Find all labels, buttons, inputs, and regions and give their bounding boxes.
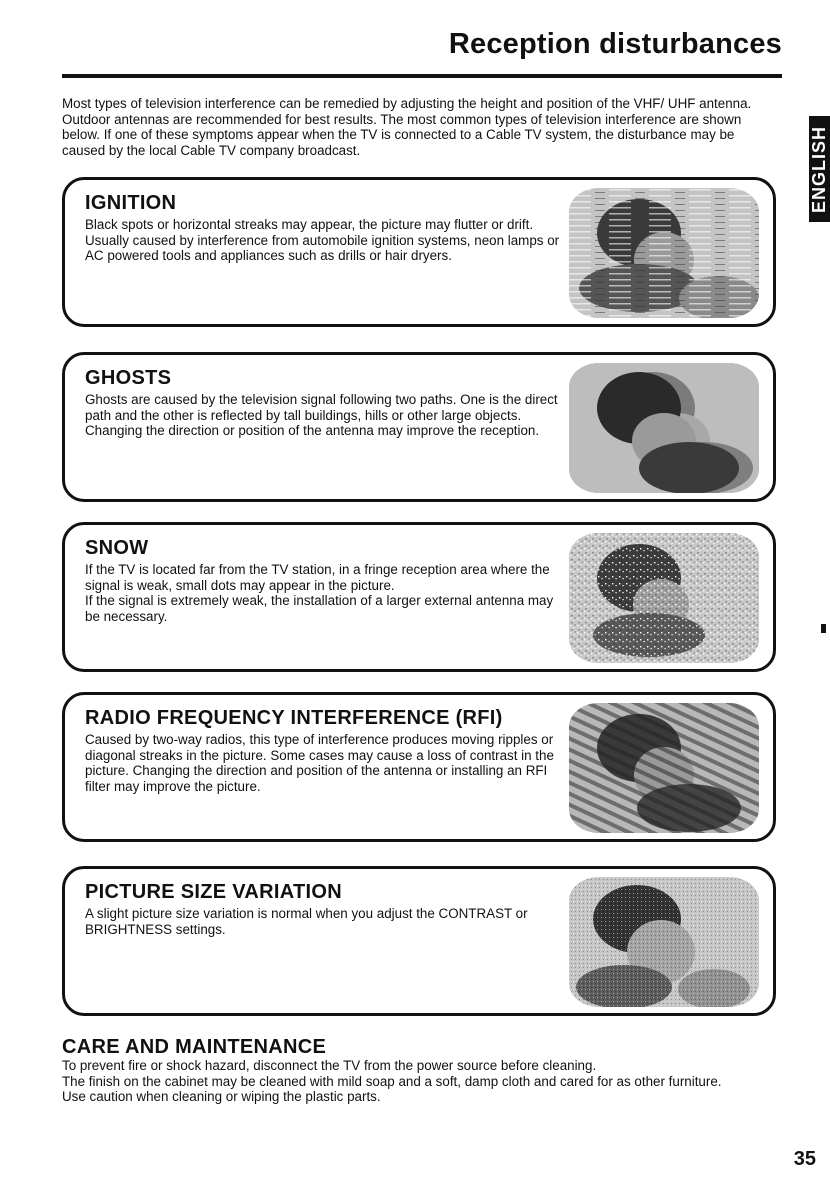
section-body: Black spots or horizontal streaks may appear, the picture may flutter or drift. Usually caused by interference from automobile ignition systems, neon lamps or AC powered tools and appliances such as drills or hair dryers. [85,217,560,263]
language-tab [809,116,830,222]
section-title: SNOW [85,537,149,559]
tv-screen-image [569,363,759,493]
section-body: If the TV is located far from the TV station, in a fringe reception area where the signal is weak, small dots may appear in the picture. If the signal is extremely weak, the installation of a larger external antenna may be necessary. [85,562,554,624]
tv-screen-image [569,703,759,833]
intro-text: Most types of television interference can be remedied by adjusting the height and position of the VHF/ UHF antenna. Outdoor antennas are recommended for best results. The most common types of television interference are shown below. If one of these symptoms appear when the TV is connected to a Cable TV system, the disturbance may be caused by the local Cable TV company broadcast. [62,96,752,158]
section-title: RADIO FREQUENCY INTERFERENCE (RFI) [85,707,503,729]
section-body: A slight picture size variation is normal when you adjust the CONTRAST or BRIGHTNESS settings. [85,906,528,937]
tv-screen-image [569,877,759,1007]
care-title: CARE AND MAINTENANCE [62,1036,327,1058]
tv-screen-image [569,188,759,318]
section-body: Ghosts are caused by the television signal following two paths. One is the direct path and the other is reflected by tall buildings, hills or other large objects. Changing the direction or position of the antenna may improve the reception. [85,392,558,438]
section-snow [62,522,776,672]
side-marker [821,624,826,633]
section-picture-size-variation [62,866,776,1016]
section-title: PICTURE SIZE VARIATION [85,881,342,903]
section-ghosts [62,352,776,502]
section-title: GHOSTS [85,367,172,389]
tv-screen-image [569,533,759,663]
section-body: Caused by two-way radios, this type of interference produces moving ripples or diagonal streaks in the picture. Some cases may cause a loss of contrast in the picture. Changing the direction and position of the antenna or installing an RFI filter may improve the picture. [85,732,554,794]
language-tab-label: ENGLISH [809,125,830,213]
section-rfi [62,692,776,842]
section-title: IGNITION [85,192,177,214]
page-title: Reception disturbances [448,28,782,60]
section-ignition [62,177,776,327]
title-rule [62,74,782,78]
care-body: To prevent fire or shock hazard, disconnect the TV from the power source before cleaning. The finish on the cabinet may be cleaned with mild soap and a soft, damp cloth and cared for as other furniture. Use caution when cleaning or wiping the plastic parts. [62,1058,722,1104]
page-number: 35 [793,1148,816,1170]
